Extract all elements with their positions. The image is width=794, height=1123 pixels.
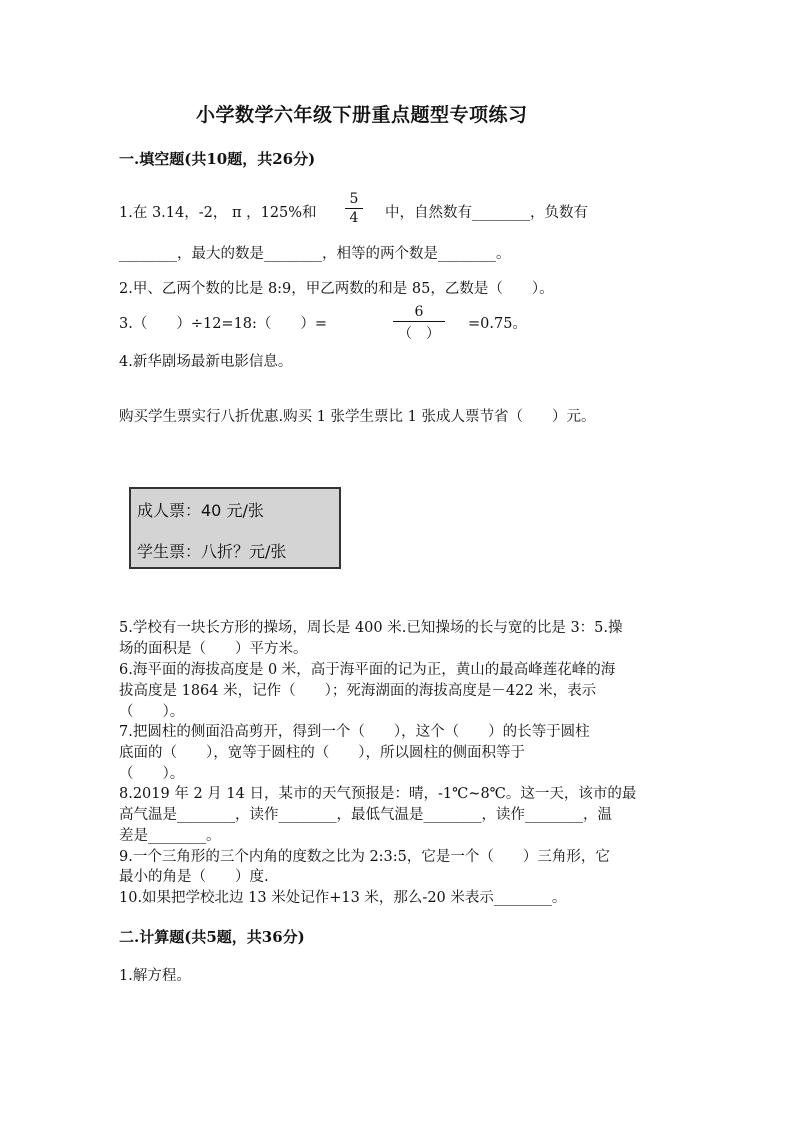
question-7-line-2: 底面的（ ），宽等于圆柱的（ ），所以圆柱的侧面积等于 bbox=[119, 745, 525, 761]
ticket-adult-price: 成人票：40 元/张 bbox=[137, 501, 264, 520]
question-5-line-2: 场的面积是（ ）平方米。 bbox=[119, 641, 308, 657]
section-heading-calculation: 二.计算题(共5题，共36分) bbox=[119, 928, 305, 946]
question-4-intro: 4.新华剧场最新电影信息。 bbox=[119, 354, 293, 370]
question-7-line-3: （ ）。 bbox=[119, 766, 185, 782]
fraction-numerator: 5 bbox=[349, 191, 359, 207]
question-8-line-3: 差是________。 bbox=[119, 828, 221, 844]
question-1-part-a: 1.在 3.14，-2， π ，125%和 bbox=[119, 205, 317, 221]
page-title: 小学数学六年级下册重点题型专项练习 bbox=[196, 104, 528, 126]
question-1-part-c: ________，最大的数是________，相等的两个数是________。 bbox=[119, 246, 511, 262]
question-3-part-b: =0.75。 bbox=[468, 316, 527, 332]
question-7-line-1: 7.把圆柱的侧面沿高剪开，得到一个（ ），这个（ ）的长等于圆柱 bbox=[119, 724, 590, 740]
fraction-numerator: 6 bbox=[414, 304, 424, 320]
question-6-line-3: （ ）。 bbox=[119, 704, 185, 720]
question-9-line-1: 9.一个三角形的三个内角的度数之比为 2:3:5，它是一个（ ）三角形，它 bbox=[119, 849, 610, 865]
ticket-student-price: 学生票：八折？元/张 bbox=[137, 542, 287, 561]
question-1-part-b: 中，自然数有________，负数有 bbox=[385, 205, 588, 221]
question-1-fraction bbox=[345, 191, 363, 226]
question-8-line-1: 8.2019 年 2 月 14 日，某市的天气预报是：晴，-1℃~8℃。这一天，该市的最 bbox=[119, 786, 637, 802]
question-10: 10.如果把学校北边 13 米处记作+13 米，那么-20 米表示________。 bbox=[119, 890, 567, 906]
section-heading-fill-in: 一.填空题(共10题，共26分) bbox=[119, 150, 316, 168]
question-3-fraction bbox=[393, 304, 445, 343]
question-9-line-2: 最小的角是（ ）度. bbox=[119, 869, 269, 885]
fraction-denominator: 4 bbox=[349, 210, 359, 226]
fraction-bar bbox=[345, 208, 363, 209]
question-3-part-a: 3.（ ）÷12=18:（ ）= bbox=[119, 316, 328, 332]
section-2-question-1: 1.解方程。 bbox=[119, 968, 191, 984]
question-8-line-2: 高气温是________，读作________，最低气温是________，读作________，温 bbox=[119, 807, 612, 823]
question-6-line-2: 拔高度是 1864 米，记作（ ）；死海湖面的海拔高度是－422 米，表示 bbox=[119, 683, 597, 699]
question-6-line-1: 6.海平面的海拔高度是 0 米，高于海平面的记为正，黄山的最高峰莲花峰的海 bbox=[119, 662, 616, 678]
question-5-line-1: 5.学校有一块长方形的操场，周长是 400 米.已知操场的长与宽的比是 3：5.操 bbox=[119, 620, 623, 636]
fraction-denominator: （ ） bbox=[398, 326, 440, 342]
fraction-bar bbox=[393, 321, 445, 322]
question-4-text: 购买学生票实行八折优惠.购买 1 张学生票比 1 张成人票节省（ ）元。 bbox=[119, 409, 596, 425]
question-2: 2.甲、乙两个数的比是 8:9，甲乙两数的和是 85，乙数是（ ）。 bbox=[119, 281, 554, 297]
ticket-info-box bbox=[129, 487, 341, 569]
